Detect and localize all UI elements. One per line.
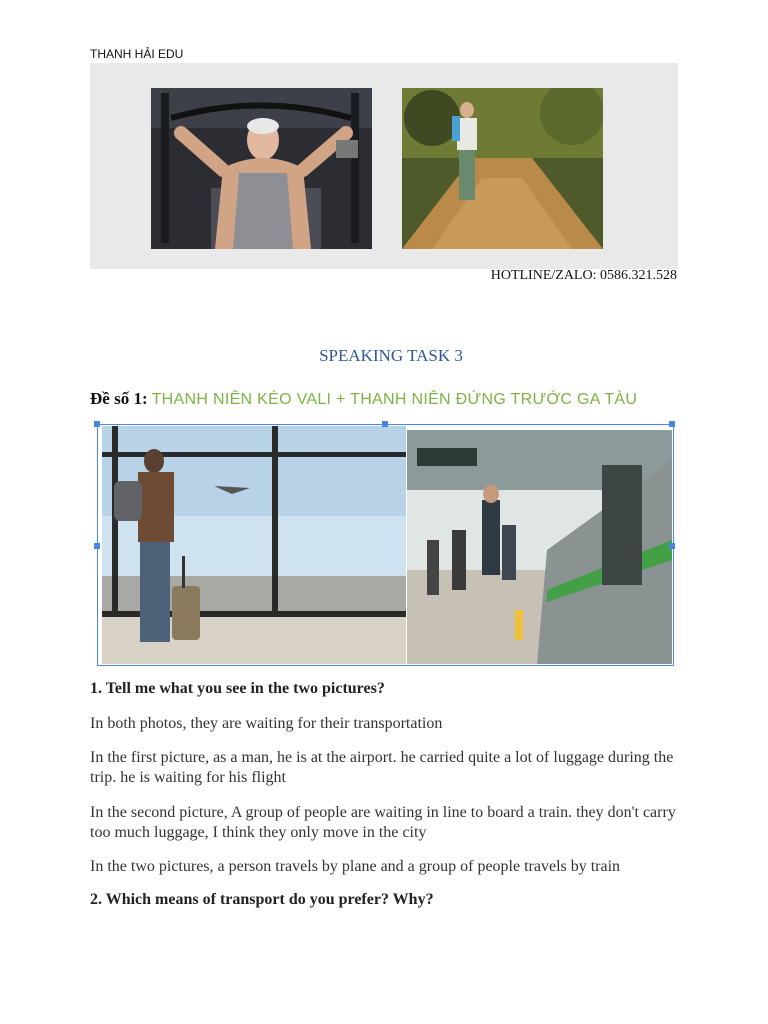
resize-handle-middle-right[interactable] [669, 543, 675, 549]
brand-header: THANH HẢI EDU [90, 47, 184, 61]
question-1: 1. Tell me what you see in the two pictures? [90, 680, 385, 697]
hotline: HOTLINE/ZALO: 0586.321.528 [490, 268, 677, 283]
question-2: 2. Which means of transport do you prefer? Why? [90, 891, 434, 908]
task-title: SPEAKING TASK 3 [319, 346, 463, 365]
answer-paragraph-3: In the second picture, A group of people are waiting in line to board a train. they don't carry too much luggage, I think they only move in the city [90, 804, 676, 841]
resize-handle-top-left[interactable] [94, 421, 100, 427]
resize-handle-top-center[interactable] [382, 421, 388, 427]
resize-handle-top-right[interactable] [669, 421, 675, 427]
topic-name: THANH NIÊN KÉO VALI + THANH NIÊN ĐỨNG TRƯỚC GA TÀU [151, 391, 638, 408]
gym-photo [151, 88, 372, 249]
answer-paragraph-4: In the two pictures, a person travels by plane and a group of people travels by train [90, 858, 621, 875]
image-selection-frame[interactable] [97, 424, 674, 666]
topic-label: Đề số 1: [90, 389, 148, 408]
answer-paragraph-2: In the first picture, as a man, he is at the airport. he carried quite a lot of luggage during the trip. he is waiting for his flight [90, 749, 674, 786]
hiking-photo [402, 88, 603, 249]
answer-paragraph-1: In both photos, they are waiting for their transportation [90, 715, 443, 732]
topic-heading [90, 389, 637, 409]
resize-handle-middle-left[interactable] [94, 543, 100, 549]
